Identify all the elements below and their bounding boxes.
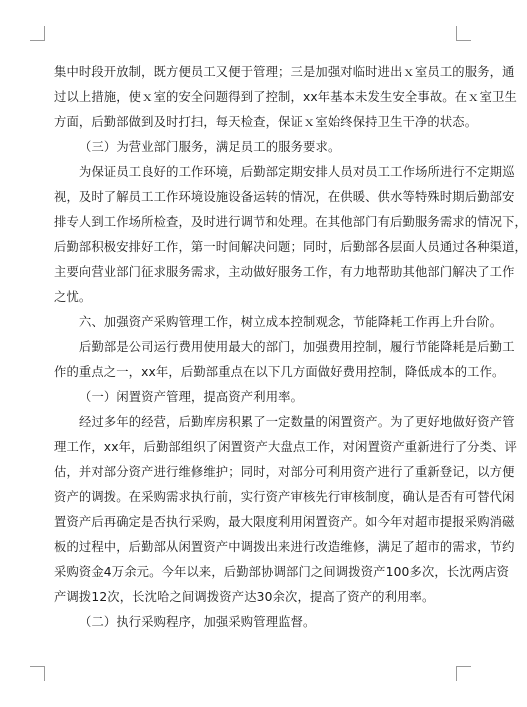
text-line: 之忧。 — [54, 290, 92, 304]
text-line: 理工作，xx年，后勤部组织了闲置资产大盘点工作，对闲置资产重新进行了分类、评 — [54, 440, 517, 454]
section-heading: （二）执行采购程序，加强采购管理监督。 — [79, 615, 316, 629]
text-line: 方面，后勤部做到及时打扫，每天检查，保证ｘ室始终保持卫生干净的状态。 — [54, 115, 478, 129]
text-line: 经过多年的经营，后勤库房积累了一定数量的闲置资产。为了更好地做好资产管 — [79, 415, 515, 429]
text-line: 作的重点之一，xx年，后勤部重点在以下几方面做好费用控制，降低成本的工作。 — [54, 365, 505, 379]
crop-mark-top-left — [30, 26, 45, 41]
text-line: 置资产后再确定是否执行采购，最大限度利用闲置资产。如今年对超市提报采购消磁 — [54, 515, 515, 529]
section-heading: （一）闲置资产管理，提高资产利用率。 — [79, 390, 304, 404]
text-line: 后勤部积极安排好工作，第一时间解决问题；同时，后勤部各层面人员通过各种渠道， — [54, 240, 527, 254]
section-heading: （三）为营业部门服务，满足员工的服务要求。 — [79, 140, 341, 154]
text-line: 后勤部是公司运行费用使用最大的部门，加强费用控制，履行节能降耗是后勤工 — [79, 340, 515, 354]
document-body — [54, 60, 527, 635]
text-line: 估，并对部分资产进行维修维护；同时，对部分可利用资产进行了重新登记，以方便 — [54, 465, 515, 479]
crop-mark-top-right — [456, 26, 471, 41]
crop-mark-bottom-right — [456, 666, 471, 681]
text-line: 为保证员工良好的工作环境，后勤部定期安排人员对员工工作场所进行不定期巡 — [79, 165, 515, 179]
text-line: 视，及时了解员工工作环境设施设备运转的情况，在供暖、供水等特殊时期后勤部安 — [54, 190, 515, 204]
text-line: 主要向营业部门征求服务需求，主动做好服务工作，有力地帮助其他部门解决了工作 — [54, 265, 515, 279]
text-line: 采购资金4万余元。今年以来，后勤部协调部门之间调拨资产100多次，长沈两店资 — [54, 565, 510, 579]
crop-mark-bottom-left — [30, 666, 45, 681]
text-line: 排专人到工作场所检查，及时进行调节和处理。在其他部门有后勤服务需求的情况下， — [54, 215, 527, 229]
text-line: 过以上措施，使ｘ室的安全问题得到了控制，xx年基本未发生安全事故。在ｘ室卫生 — [54, 90, 517, 104]
section-heading: 六、加强资产采购管理工作，树立成本控制观念，节能降耗工作再上升台阶。 — [79, 315, 503, 329]
text-line: 集中时段开放制，既方便员工又便于管理；三是加强对临时进出ｘ室员工的服务，通 — [54, 65, 515, 79]
text-line: 资产的调拨。在采购需求执行前，实行资产审核先行审核制度，确认是否有可替代闲 — [54, 490, 515, 504]
text-line: 板的过程中，后勤部从闲置资产中调拨出来进行改造维修，满足了超市的需求，节约 — [54, 540, 515, 554]
text-line: 产调拨12次，长沈哈之间调拨资产达30余次，提高了资产的利用率。 — [54, 590, 435, 604]
